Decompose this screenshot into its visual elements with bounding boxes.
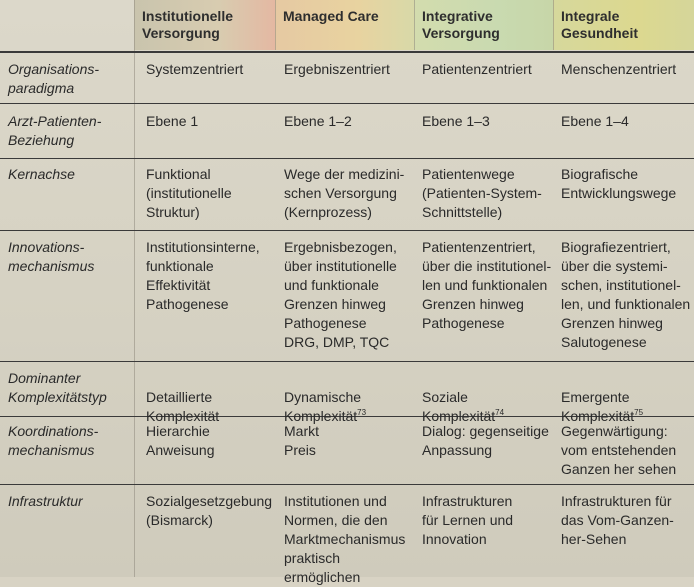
table-cell: Patientenzentriert, über die institutionel- len und funktionalen Grenzen hinweg Pathogenese bbox=[422, 239, 552, 331]
table-cell: Markt Preis bbox=[284, 423, 319, 458]
table-cell: Biografiezentriert, über die systemi- schen, institutionel- len, und funktionalen Grenzen hinweg Salutogenese bbox=[561, 239, 691, 350]
table-cell: Systemzentriert bbox=[146, 61, 244, 77]
row-separator bbox=[0, 230, 694, 231]
row-separator bbox=[0, 484, 694, 485]
table-cell: Ebene 1–2 bbox=[284, 113, 352, 129]
footnote-marker: 73 bbox=[357, 408, 367, 417]
table-cell: Ebene 1–3 bbox=[422, 113, 490, 129]
table-cell: Infrastrukturen für Lernen und Innovation bbox=[422, 493, 514, 547]
row-label-kernachse: Kernachse bbox=[8, 166, 75, 182]
column-header-institutionelle-versorgung: Institutionelle Versorgung bbox=[134, 0, 275, 50]
cell-text: Detaillierte Komplexität bbox=[146, 389, 220, 424]
row-label-dominanter-komplexitaetstyp: Dominanter Komplexitätstyp bbox=[8, 370, 107, 405]
row-label-arzt-patienten-beziehung: Arzt-Patienten- Beziehung bbox=[8, 113, 102, 148]
column-divider bbox=[275, 0, 276, 50]
table-cell: Ergebnisbezogen, über institutionelle und funktionale Grenzen hinweg Pathogenese DRG, DMP, TQC bbox=[284, 239, 397, 350]
column-divider bbox=[553, 0, 554, 50]
cell-text: Emergente Komplexität bbox=[561, 389, 635, 424]
table-cell: Wege der medizini- schen Versorgung (Kernprozess) bbox=[284, 166, 405, 220]
column-header-integrale-gesundheit: Integrale Gesundheit bbox=[553, 0, 694, 50]
table-cell bbox=[146, 369, 274, 426]
column-header-managed-care: Managed Care bbox=[275, 0, 414, 50]
row-label-koordinationsmechanismus: Koordinations- mechanismus bbox=[8, 423, 99, 458]
table-cell: Infrastrukturen für das Vom-Ganzen- her-Sehen bbox=[561, 493, 674, 547]
column-headers bbox=[0, 0, 694, 50]
table-cell: Biografische Entwicklungswege bbox=[561, 166, 677, 201]
cell-text: Dynamische Komplexität bbox=[284, 389, 362, 424]
row-label-organisationsparadigma: Organisations- paradigma bbox=[8, 61, 100, 96]
table-cell: Funktional (institutionelle Struktur) bbox=[146, 166, 232, 220]
table-cell bbox=[561, 369, 694, 426]
row-separator bbox=[0, 361, 694, 362]
table-cell: Institutionsinterne, funktionale Effektivität Pathogenese bbox=[146, 239, 260, 312]
column-divider bbox=[414, 0, 415, 50]
column-header-integrative-versorgung: Integrative Versorgung bbox=[414, 0, 553, 50]
row-separator bbox=[0, 158, 694, 159]
table-cell: Patientenzentriert bbox=[422, 61, 532, 77]
table-cell bbox=[422, 369, 553, 426]
table-cell: Dialog: gegenseitige Anpassung bbox=[422, 423, 549, 458]
row-label-innovationsmechanismus: Innovations- mechanismus bbox=[8, 239, 95, 274]
table-cell: Ebene 1 bbox=[146, 113, 199, 129]
table-cell: Menschenzentriert bbox=[561, 61, 677, 77]
row-separator bbox=[0, 103, 694, 104]
footnote-marker: 75 bbox=[634, 408, 644, 417]
table-cell: Ergebniszentriert bbox=[284, 61, 390, 77]
table-cell: Sozialgesetzgebung (Bismarck) bbox=[146, 493, 273, 528]
table-cell: Patientenwege (Patienten-System- Schnittstelle) bbox=[422, 166, 542, 220]
table-cell bbox=[284, 369, 414, 426]
table-cell: Institutionen und Normen, die den Marktmechanismus praktisch ermöglichen bbox=[284, 493, 406, 585]
table-cell: Hierarchie Anweisung bbox=[146, 423, 215, 458]
row-label-infrastruktur: Infrastruktur bbox=[8, 493, 83, 509]
column-divider bbox=[134, 0, 135, 577]
row-separator bbox=[0, 51, 694, 53]
footnote-marker: 74 bbox=[495, 408, 505, 417]
table-cell: Gegenwärtigung: vom entstehenden Ganzen her sehen bbox=[561, 423, 677, 477]
cell-text: Soziale Komplexität bbox=[422, 389, 496, 424]
table-cell: Ebene 1–4 bbox=[561, 113, 629, 129]
